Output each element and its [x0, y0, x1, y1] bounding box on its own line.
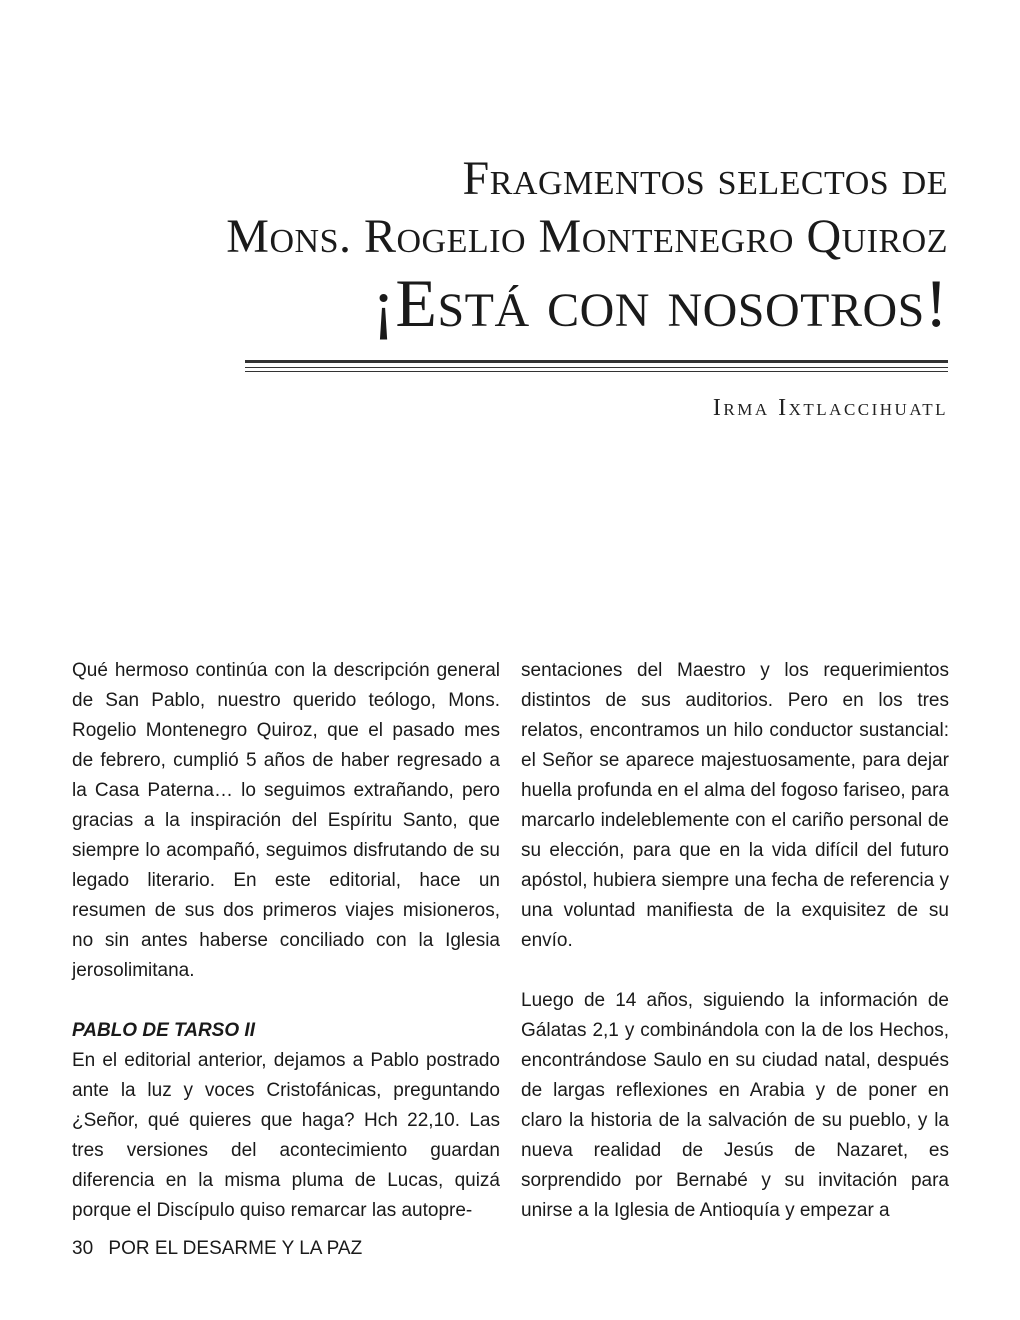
right-column [521, 656, 949, 1226]
publication-name: POR EL DESARME Y LA PAZ [108, 1238, 363, 1259]
right-paragraph-2: Luego de 14 años, siguiendo la información de Gálatas 2,1 y combinándola con la de los Hechos, encontrándose Saulo en su ciudad natal, después de largas reflexiones en Arabia y de poner en claro la historia de la salvación de su pueblo, y la nueva realidad de Jesús de Nazaret, es sorprendido por Bernabé y su invitación para unirse a la Iglesia de Antioquía y empezar a [521, 990, 949, 1221]
section-subheading: PABLO DE TARSO II [72, 1020, 255, 1041]
page-number: 30 [72, 1238, 94, 1259]
left-column [72, 656, 500, 1226]
right-paragraph-1: sentaciones del Maestro y los requerimientos distintos de sus auditorios. Pero en los tres relatos, encontramos un hilo conductor sustancial: el Señor se aparece majestuosamente, para dejar huella profunda en el alma del fogoso fariseo, para marcarlo indeleblemente con el cariño personal de su elección, para que en la vida difícil del futuro apóstol, hubiera siempre una fecha de referencia y una voluntad manifiesta de la exquisitez de su envío. [521, 660, 949, 951]
left-paragraph-1: Qué hermoso continúa con la descripción general de San Pablo, nuestro querido teólogo, Mons. Rogelio Montenegro Quiroz, que el pasado mes de febrero, cumplió 5 años de haber regresado a la Casa Paterna… lo seguimos extrañando, pero gracias a la inspiración del Espíritu Santo, que siempre lo acompañó, seguimos disfrutando de su legado literario. En este editorial, hace un resumen de sus dos primeros viajes misioneros, no sin antes haberse conciliado con la Iglesia jerosolimitana. [72, 660, 500, 981]
title-line-3: ¡Está con nosotros! [372, 265, 948, 341]
title-line-1: Fragmentos selectos de [462, 152, 948, 205]
title-divider [245, 360, 948, 372]
page-footer [72, 1238, 362, 1260]
title-line-2: Mons. Rogelio Montenegro Quiroz [226, 210, 948, 263]
divider-thick-rule [245, 360, 948, 363]
divider-thin-rule-2 [245, 371, 948, 372]
divider-thin-rule [245, 367, 948, 368]
article-header [68, 150, 948, 340]
left-paragraph-2: En el editorial anterior, dejamos a Pablo postrado ante la luz y voces Cristofánicas, preguntando ¿Señor, qué quieres que haga? Hch 22,10. Las tres versiones del acontecimiento guardan diferencia en la misma pluma de Lucas, quizá porque el Discípulo quiso remarcar las autopre- [72, 1050, 500, 1221]
author-name: Irma Ixtlaccihuatl [712, 395, 948, 421]
